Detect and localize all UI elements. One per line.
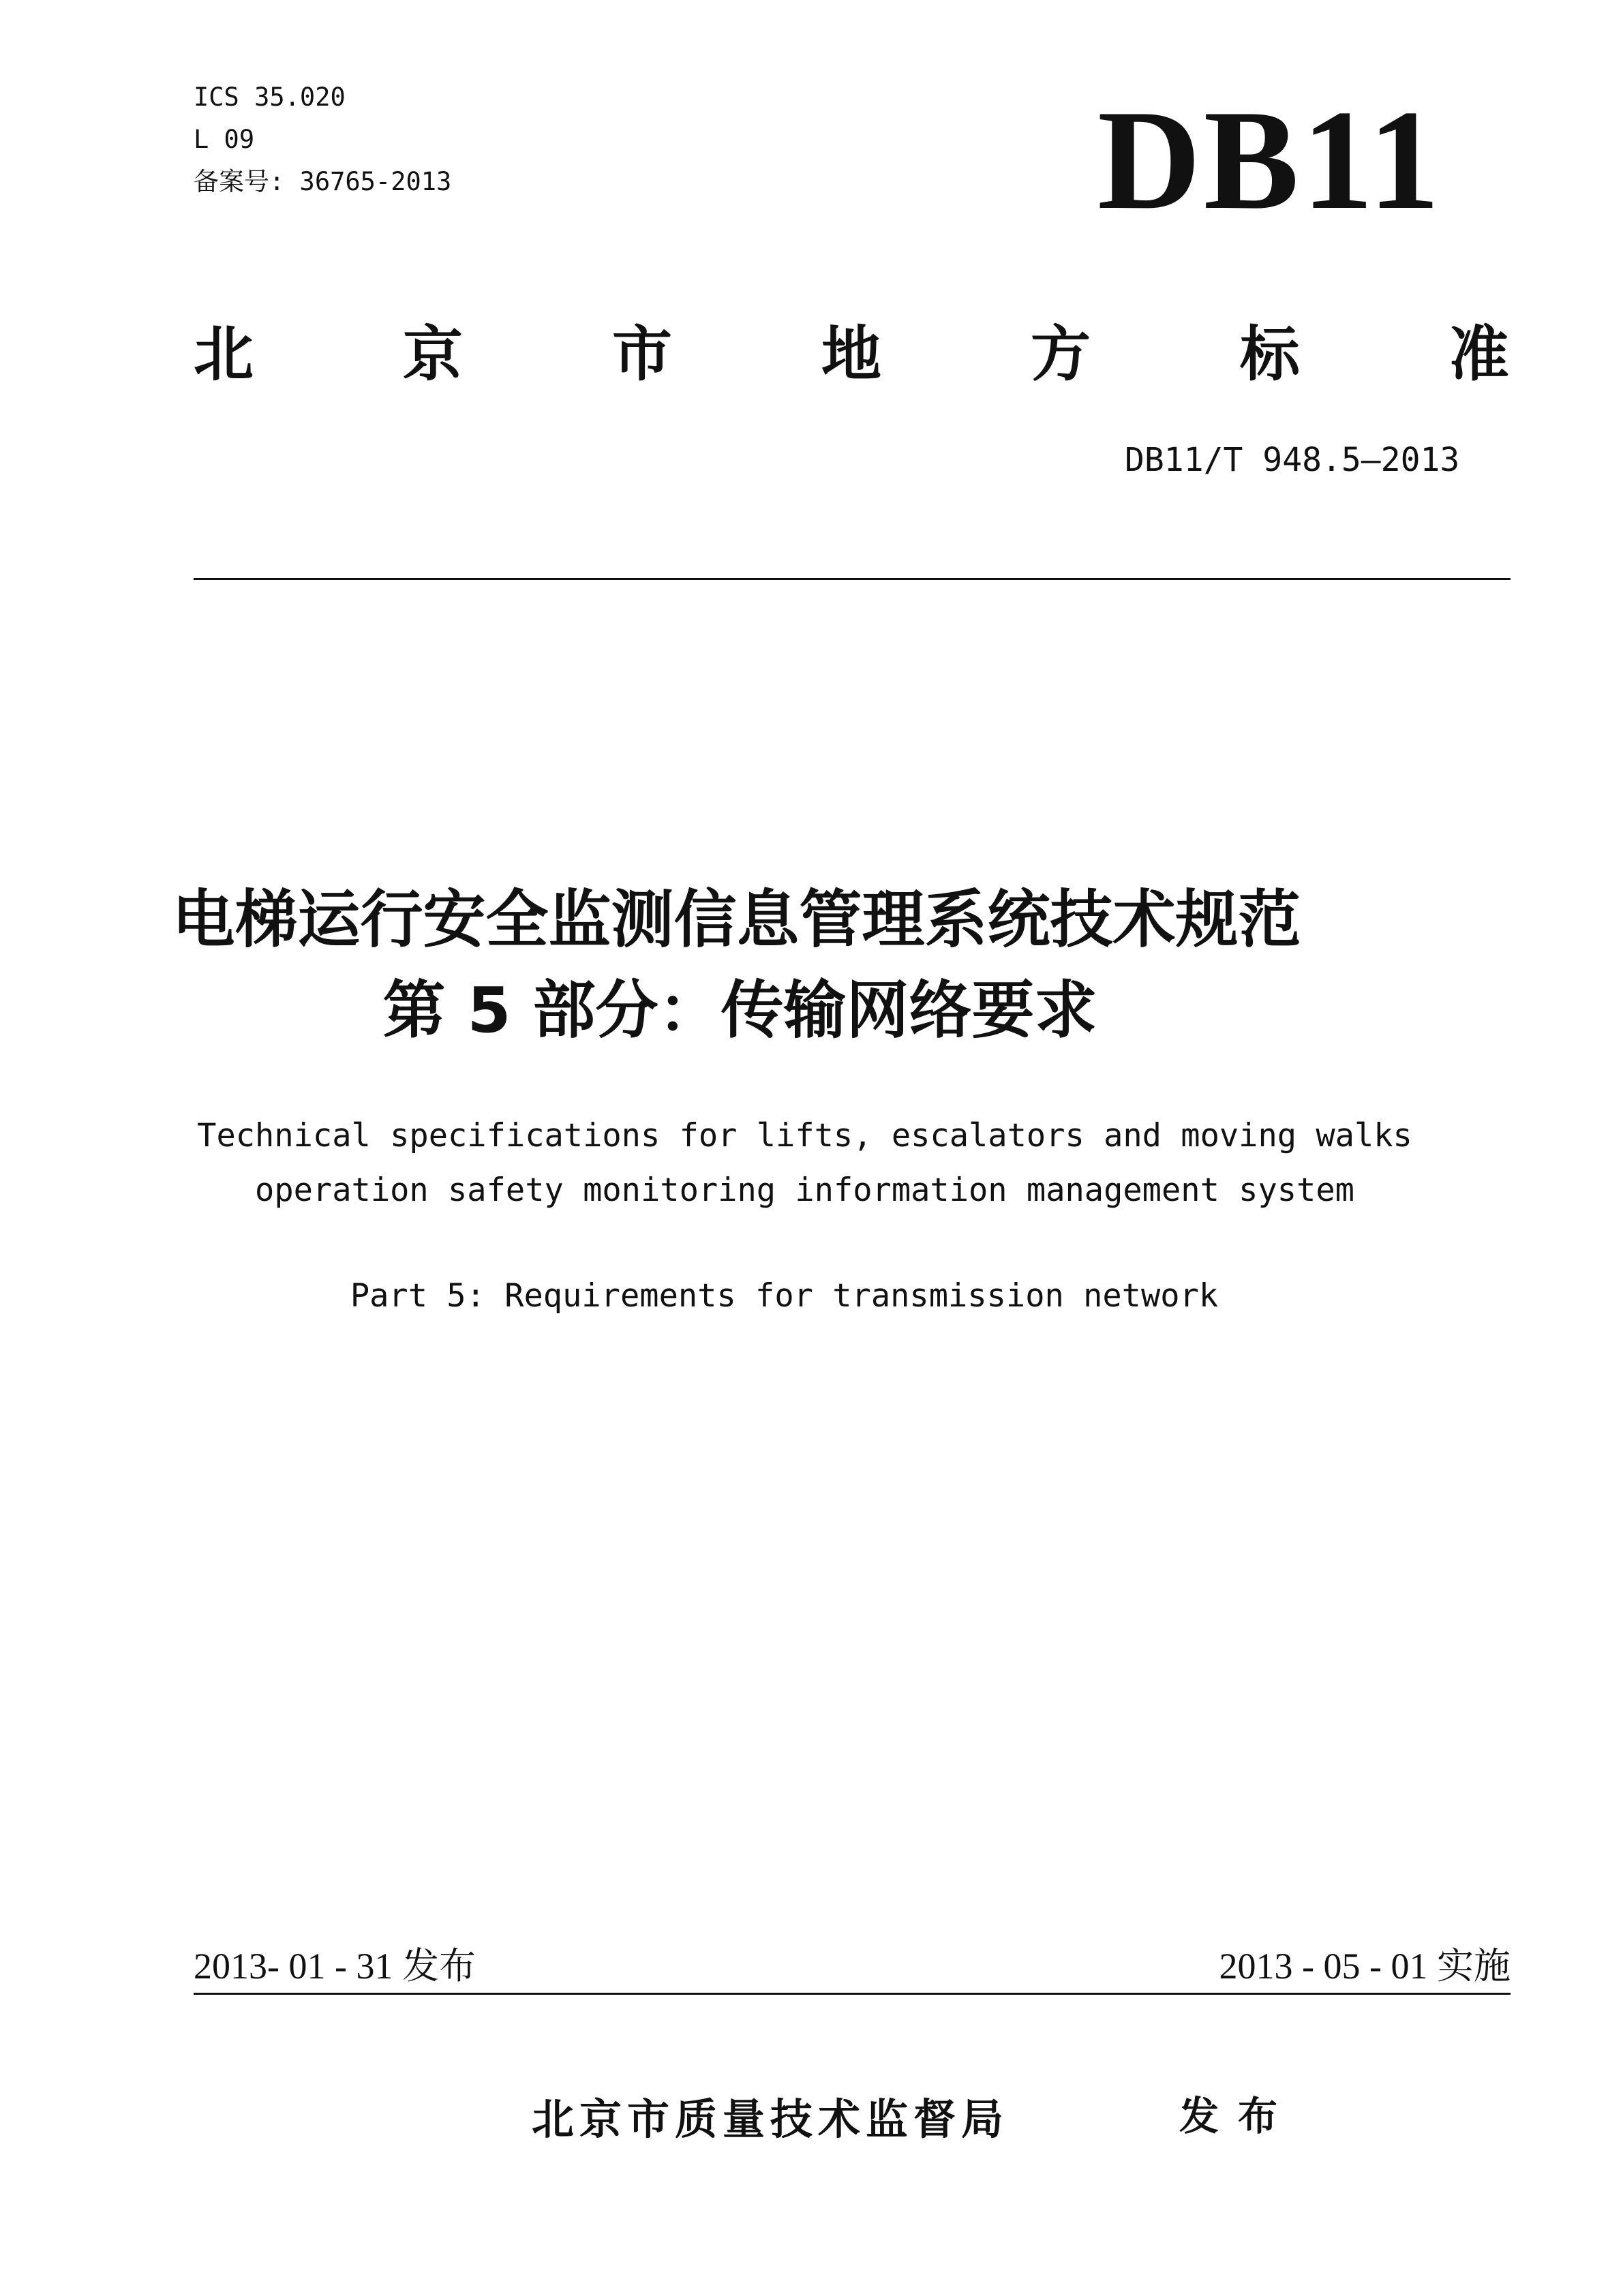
standard-type-char: 地 (821, 319, 881, 389)
ics-code: ICS 35.020 (194, 82, 346, 112)
bottom-divider (194, 1993, 1511, 1995)
db-logo: DB11 (1097, 81, 1443, 239)
publish-label: 发布 (1179, 2093, 1297, 2139)
publisher-name: 北京市质量技术监督局 (532, 2094, 1010, 2144)
title-en-line1: Technical specifications for lifts, escalators and moving walks (197, 1117, 1412, 1154)
top-divider (194, 578, 1511, 580)
filing-number: 备案号: 36765-2013 (194, 167, 452, 196)
standard-type-char: 准 (1448, 319, 1509, 389)
title-cn-line1: 电梯运行安全监测信息管理系统技术规范 (172, 883, 1301, 956)
standard-type-char: 方 (1030, 319, 1091, 389)
standard-number: DB11/T 948.5—2013 (1125, 441, 1460, 479)
standard-type-char: 北 (194, 319, 254, 389)
standard-type-char: 市 (611, 319, 672, 389)
standard-type-char: 标 (1239, 319, 1300, 389)
title-en-part: Part 5: Requirements for transmission network (350, 1277, 1219, 1315)
issue-date: 2013- 01 - 31 发布 (194, 1946, 476, 1987)
ccs-code: L 09 (194, 125, 255, 154)
implementation-date: 2013 - 05 - 01 实施 (1219, 1946, 1511, 1987)
title-cn-line2: 第 5 部分：传输网络要求 (382, 974, 1097, 1047)
title-en-line2: operation safety monitoring information management system (255, 1172, 1354, 1209)
standard-type-heading (194, 320, 1509, 388)
standard-type-char: 京 (402, 319, 463, 389)
